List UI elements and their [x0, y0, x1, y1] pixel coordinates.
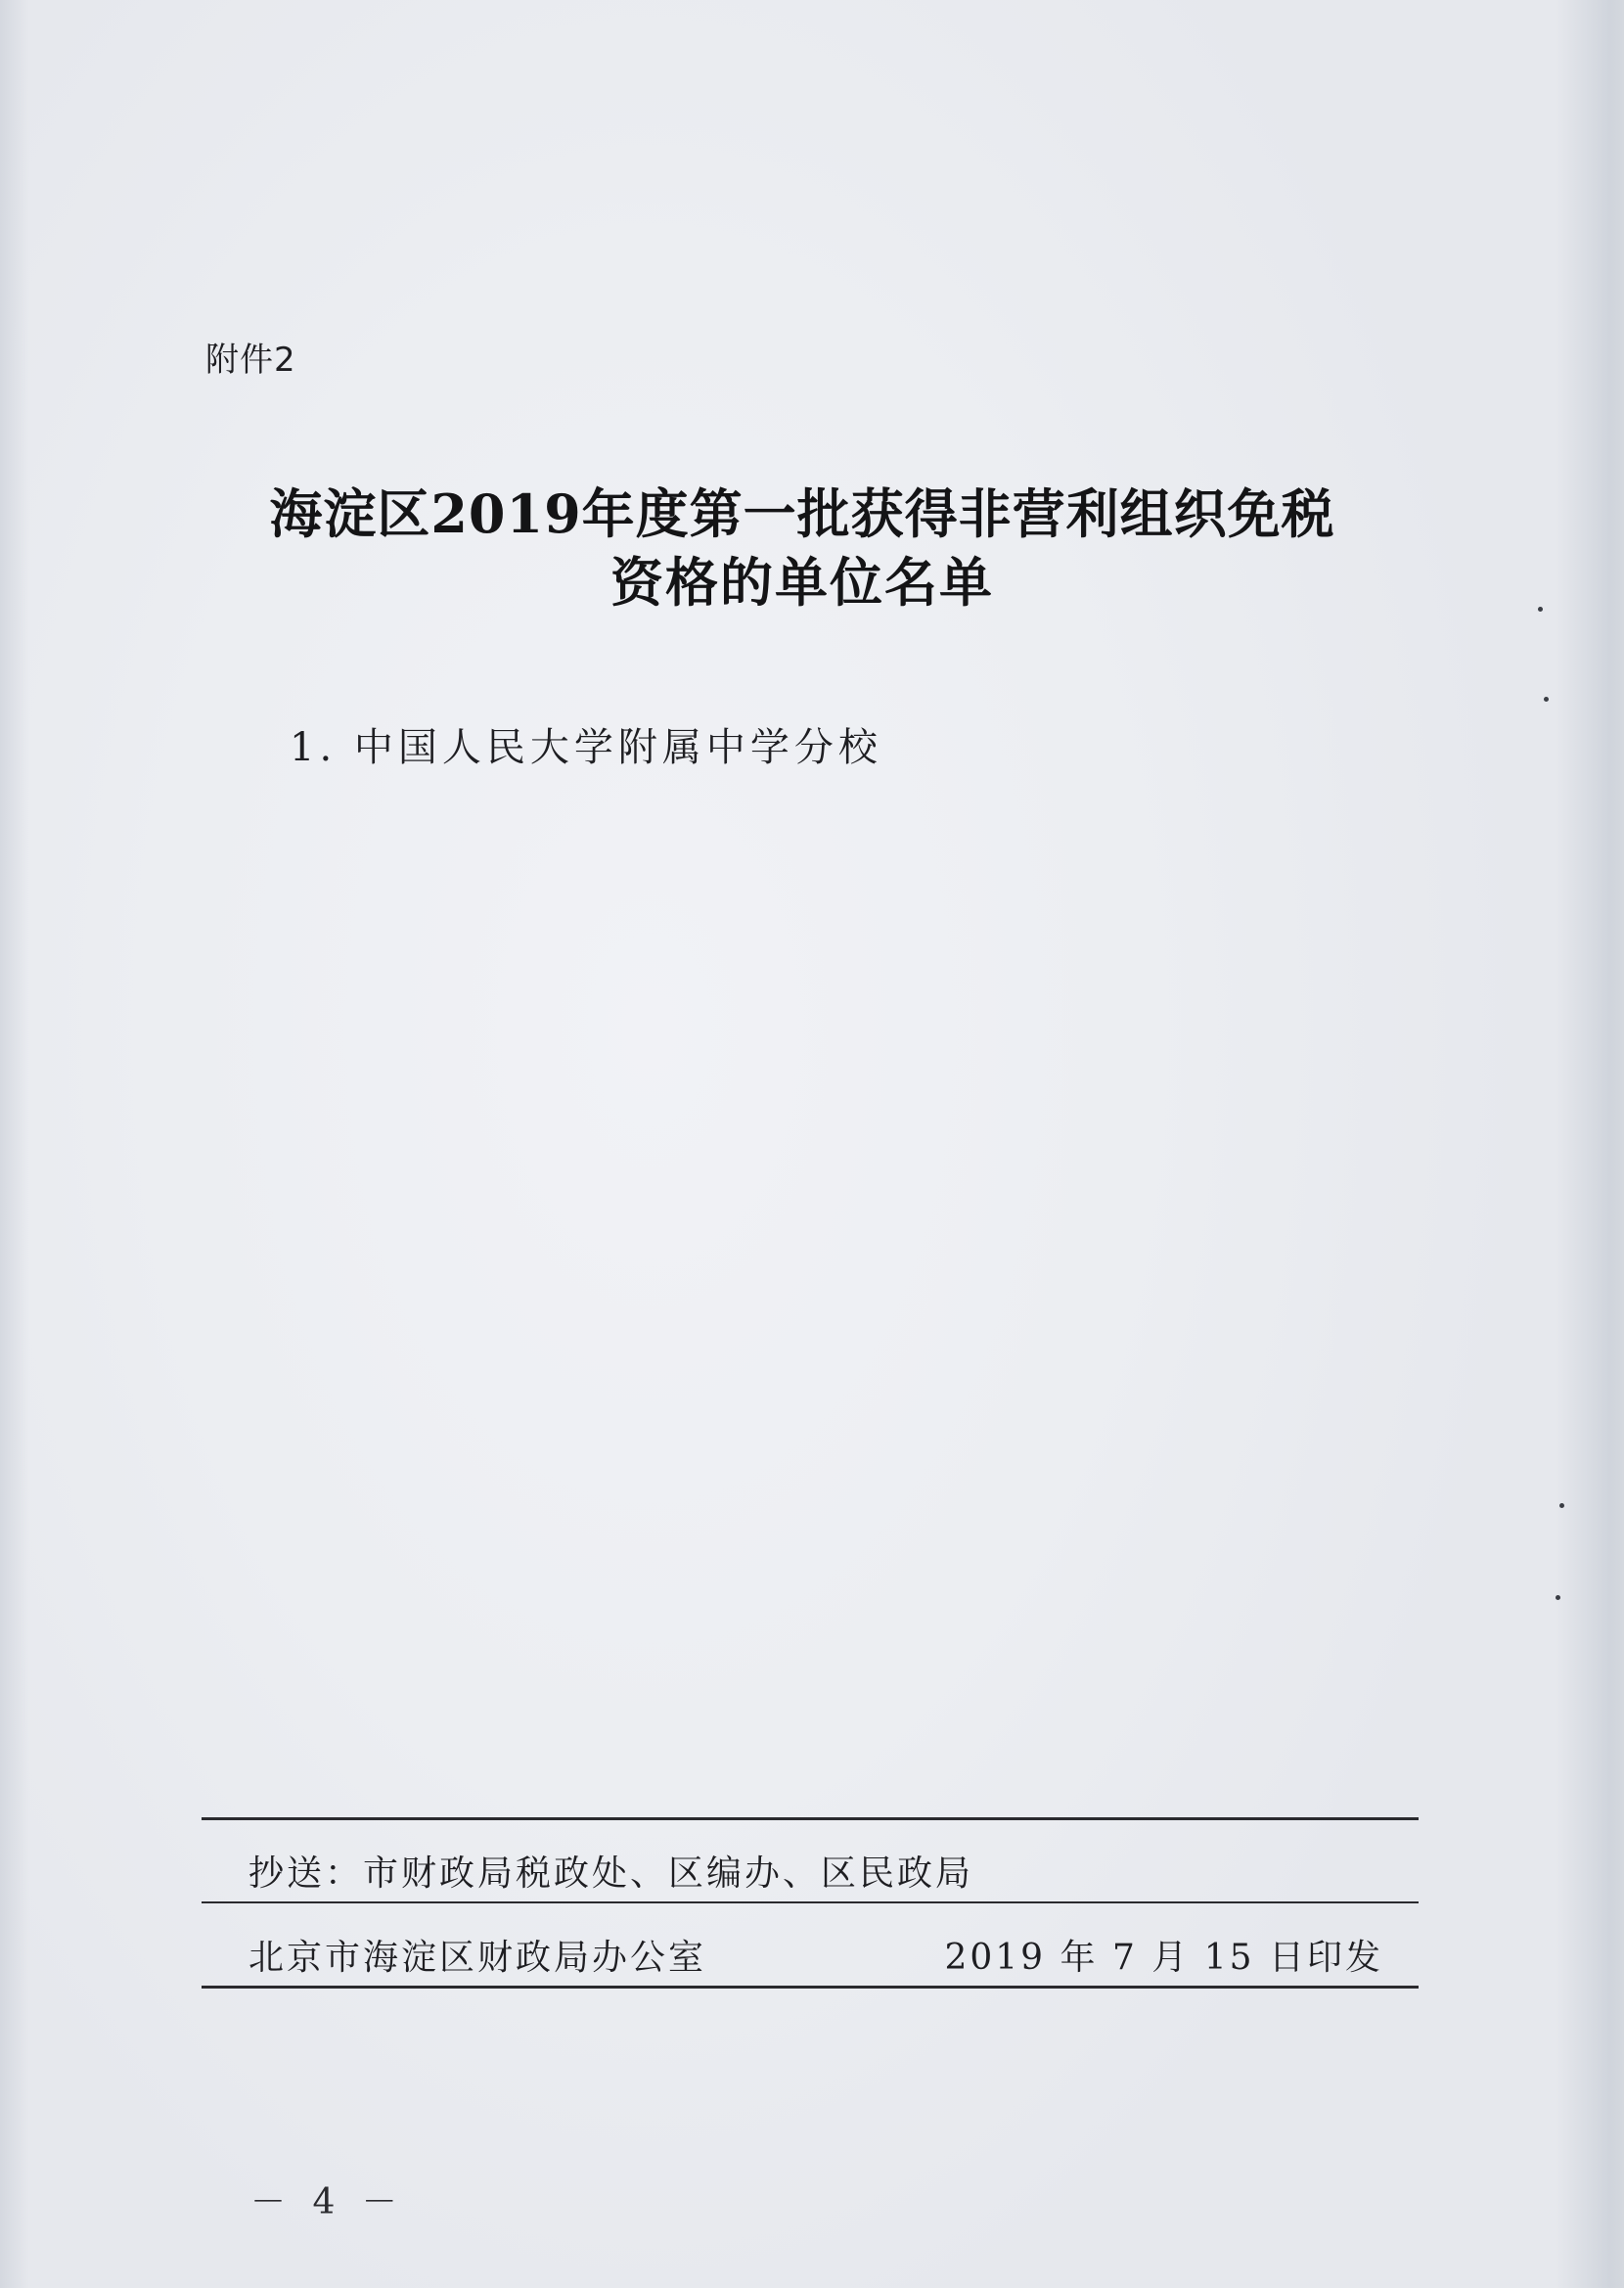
footer-rule-middle: [202, 1901, 1419, 1903]
footer-rule-bottom: [202, 1986, 1419, 1989]
issuer-name: 北京市海淀区财政局办公室: [248, 1938, 707, 1978]
page-left-shadow: [0, 0, 29, 2288]
footer-rule-top: [202, 1817, 1419, 1820]
document-title: [196, 480, 1409, 617]
punch-mark: [1544, 697, 1549, 702]
page-number: － 4 －: [250, 2182, 405, 2222]
organization-list: [290, 716, 882, 772]
list-item: 1. 中国人民大学附属中学分校: [290, 725, 882, 770]
punch-mark: [1556, 1595, 1560, 1600]
cc-line: 抄送：市财政局税政处、区编办、区民政局: [248, 1853, 974, 1894]
page-edge-shadow: [1556, 0, 1624, 2288]
title-line-2: 资格的单位名单: [610, 551, 994, 614]
issuer-line: [248, 1930, 1383, 1980]
punch-mark: [1559, 1503, 1564, 1508]
attachment-label: 附件2: [205, 341, 296, 380]
title-line-1: 海淀区2019年度第一批获得非营利组织免税: [269, 482, 1335, 545]
issue-date: 2019 年 7 月 15 日印发: [944, 1938, 1383, 1978]
punch-mark: [1538, 607, 1543, 612]
